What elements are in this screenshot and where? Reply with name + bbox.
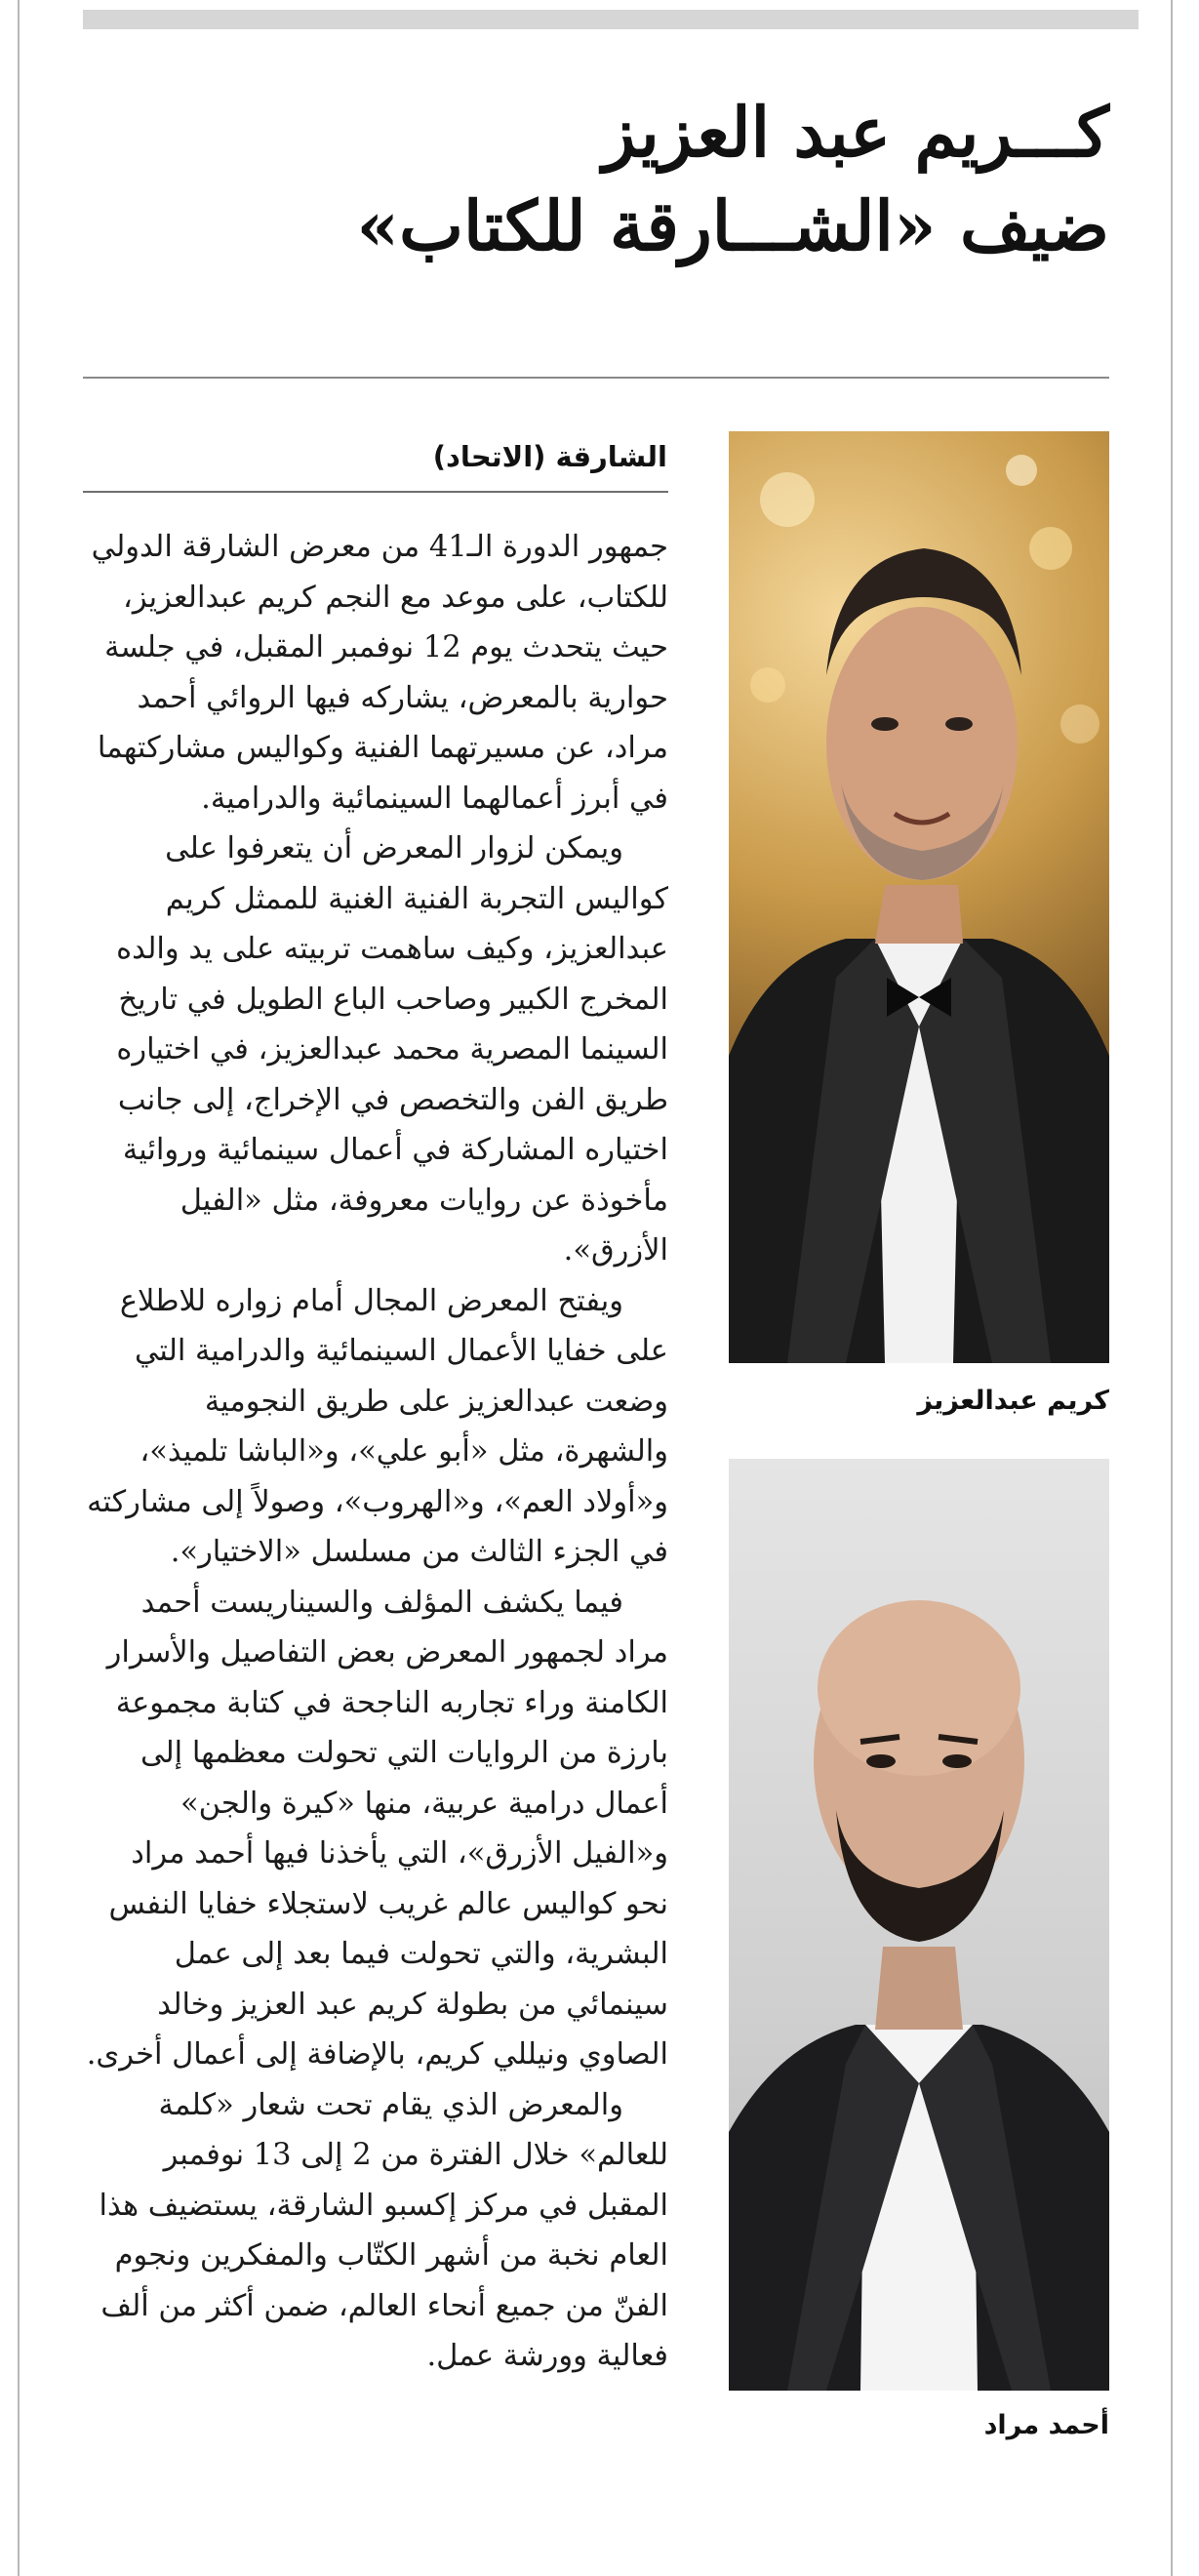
byline: الشارقة (الاتحاد) [432, 440, 667, 473]
article-body [83, 522, 668, 2566]
headline-line-1: كـــريم عبد العزيز [602, 92, 1109, 173]
headline-line-2: ضيف «الشـــارقة للكتاب» [356, 185, 1109, 266]
headline [75, 86, 1109, 273]
portrait-illustration-1 [729, 431, 1109, 1363]
byline-divider [83, 491, 668, 493]
article-paragraph: فيما يكشف المؤلف والسيناريست أحمد مراد لجمهور المعرض بعض التفاصيل والأسرار الكامنة وراء تجاربه الناجحة في كتابة مجموعة بارزة من الروايات التي تحولت معظمها إلى أعمال درامية عربية، منها «كيرة والجن» و«الفيل الأزرق»، التي يأخذنا فيها أحمد مراد نحو كواليس عالم غريب لاستجلاء خفايا النفس البشرية، والتي تحولت فيما بعد إلى عمل سينمائي من بطولة كريم عبد العزيز وخالد الصاوي ونيللي كريم، بالإضافة إلى أعمال أخرى. [86, 1585, 668, 2072]
article-paragraph: جمهور الدورة الـ41 من معرض الشارقة الدولي للكتاب، على موعد مع النجم كريم عبدالعزيز، حيث يتحدث يوم 12 نوفمبر المقبل، في جلسة حوارية بالمعرض، يشاركه فيها الروائي أحمد مراد، عن مسيرتهما الفنية وكواليس مشاركتهما في أبرز أعمالهما السينمائية والدرامية. [91, 530, 668, 816]
photo-caption-ahmed: أحمد مراد [983, 2410, 1109, 2440]
photo-caption-karim: كريم عبدالعزيز [917, 1386, 1109, 1416]
karim-abdelaziz-photo [729, 431, 1109, 1363]
article-paragraph: والمعرض الذي يقام تحت شعار «كلمة للعالم» خلال الفترة من 2 إلى 13 نوفمبر المقبل في مركز إكسبو الشارقة، يستضيف هذا العام نخبة من أشهر الكتّاب والمفكرين ونجوم الفنّ من جميع أنحاء العالم، ضمن أكثر من ألف فعالية وورشة عمل. [99, 2087, 668, 2373]
headline-divider [83, 377, 1109, 379]
page-edge-right [1171, 0, 1173, 2576]
page-edge-left [18, 0, 20, 2576]
article-paragraph: ويفتح المعرض المجال أمام زواره للاطلاع على خفايا الأعمال السينمائية والدرامية التي وضعت عبدالعزيز على طريق النجومية والشهرة، مثل «أبو علي»، و«الباشا تلميذ»، و«أولاد العم»، و«الهروب»، وصولاً إلى مشاركته في الجزء الثالث من مسلسل «الاختيار». [87, 1283, 668, 1569]
portrait-illustration-2 [729, 1459, 1109, 2391]
top-bar [83, 10, 1139, 29]
article-paragraph: ويمكن لزوار المعرض أن يتعرفوا على كواليس التجربة الفنية الغنية للممثل كريم عبدالعزيز، وكيف ساهمت تربيته على يد والده المخرج الكبير وصاحب الباع الطويل في تاريخ السينما المصرية محمد عبدالعزيز، في اختياره طريق الفن والتخصص في الإخراج، إلى جانب اختياره المشاركة في أعمال سينمائية وروائية مأخوذة عن روايات معروفة، مثل «الفيل الأزرق». [116, 831, 668, 1268]
ahmed-mourad-photo [729, 1459, 1109, 2391]
